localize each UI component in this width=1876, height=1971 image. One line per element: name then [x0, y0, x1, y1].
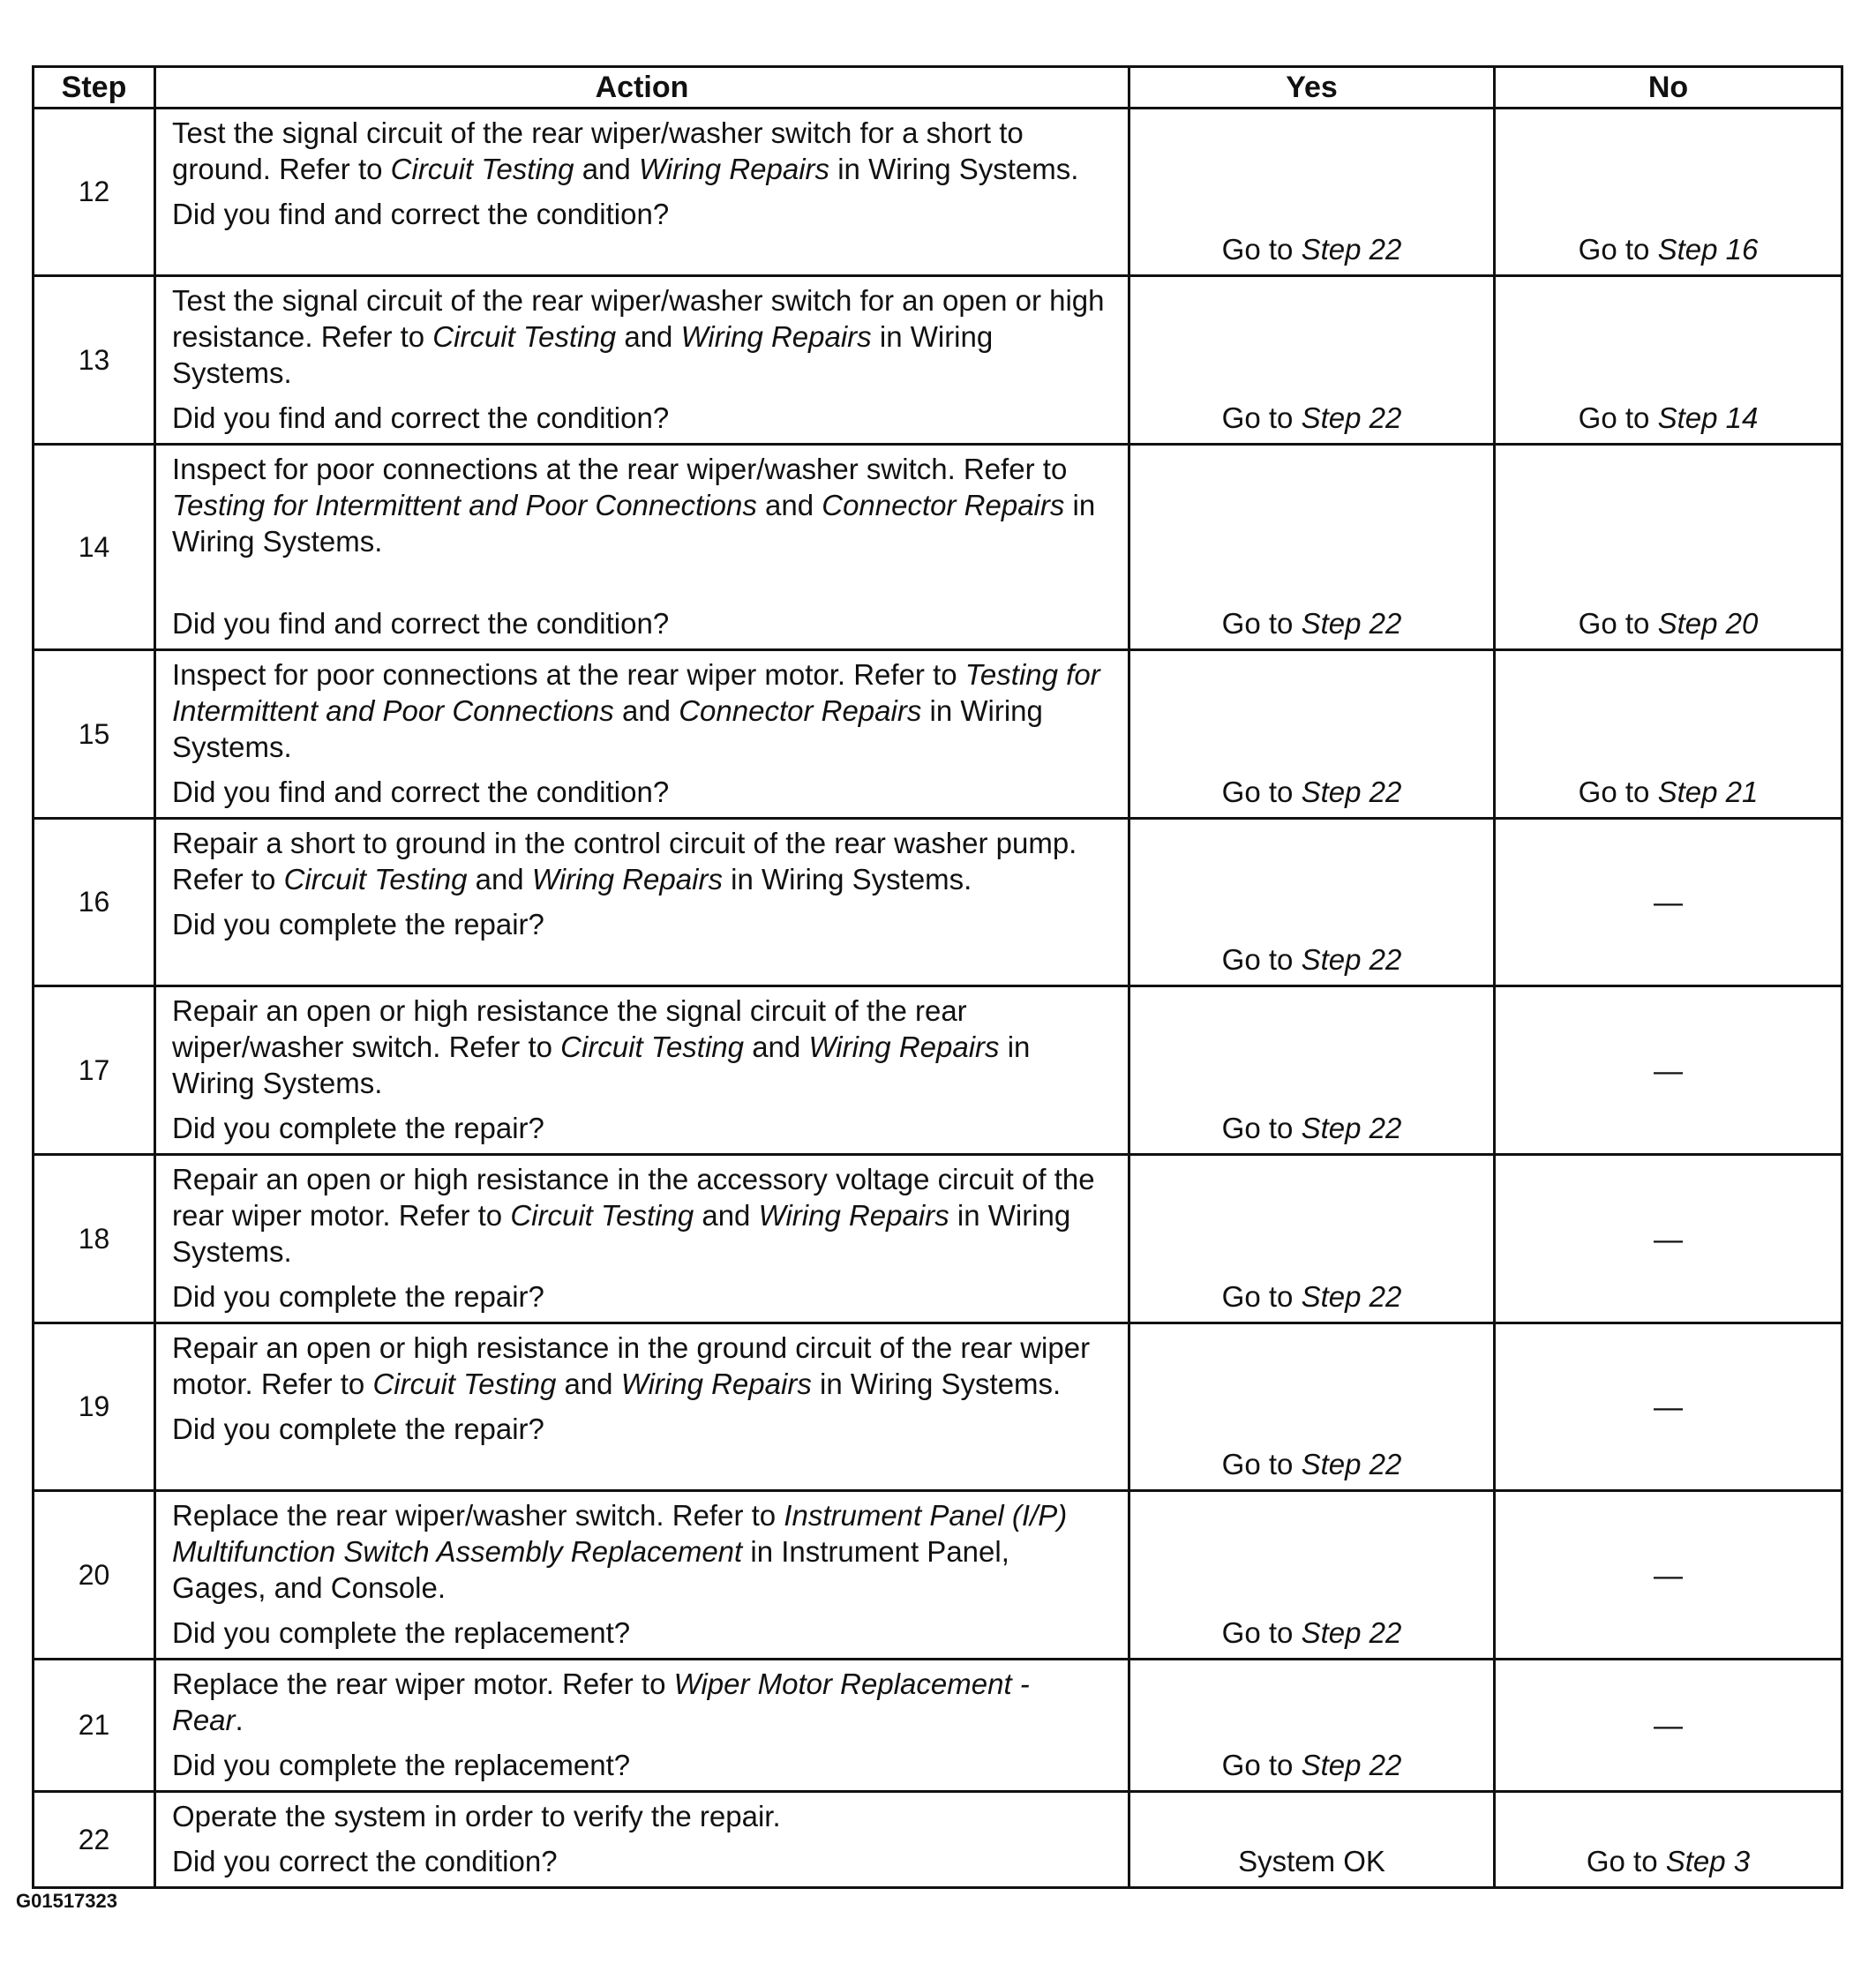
action-text	[172, 451, 1108, 559]
action-text	[172, 1497, 1108, 1606]
figure-id: G01517323	[16, 1890, 117, 1912]
italic-ref: Wiring Repairs	[758, 1199, 949, 1232]
text-run: Go to	[1221, 607, 1302, 640]
action-question: Did you complete the repair?	[172, 908, 544, 941]
text-run: Go to	[1221, 776, 1302, 808]
action-cell	[155, 1491, 1129, 1660]
text-run: and	[756, 489, 822, 521]
action-text	[172, 825, 1108, 897]
text-run: Inspect for poor connections at the rear wiper/washer switch. Refer to	[172, 453, 1068, 485]
text-run: —	[1654, 1558, 1683, 1592]
italic-ref: Step 22	[1301, 1749, 1402, 1781]
text-run: in Wiring Systems.	[172, 489, 1096, 558]
table-body	[34, 109, 1842, 1888]
no-cell	[1495, 1323, 1842, 1491]
text-run: in Wiring Systems.	[811, 1368, 1062, 1400]
table-row	[34, 1323, 1842, 1491]
action-cell	[155, 819, 1129, 986]
yes-cell	[1129, 986, 1495, 1155]
text-run: and	[467, 863, 532, 896]
action-cell	[155, 986, 1129, 1155]
yes-cell	[1129, 1323, 1495, 1491]
text-run: Go to	[1221, 1112, 1302, 1144]
action-question: Did you complete the replacement?	[172, 1749, 631, 1781]
text-run: Go to	[1578, 607, 1658, 640]
text-run: and	[574, 153, 639, 185]
action-cell	[155, 445, 1129, 650]
text-run: Go to	[1221, 1448, 1302, 1480]
italic-ref: Step 14	[1657, 401, 1759, 434]
italic-ref: Step 22	[1301, 607, 1402, 640]
yes-cell	[1129, 109, 1495, 276]
text-run: Go to	[1578, 401, 1658, 434]
no-cell	[1495, 819, 1842, 986]
step-number: 20	[34, 1491, 155, 1660]
yes-cell	[1129, 445, 1495, 650]
italic-ref: Step 22	[1301, 776, 1402, 808]
italic-ref: Step 22	[1301, 233, 1402, 266]
text-run: —	[1654, 886, 1683, 918]
yes-cell	[1129, 819, 1495, 986]
table-row	[34, 819, 1842, 986]
table-row	[34, 1660, 1842, 1792]
table-row	[34, 1155, 1842, 1323]
action-cell	[155, 1792, 1129, 1888]
text-run: Go to	[1578, 776, 1658, 808]
action-cell	[155, 1323, 1129, 1491]
italic-ref: Circuit Testing	[372, 1368, 557, 1400]
text-run: Go to	[1221, 1749, 1302, 1781]
text-run: Repair an open or high resistance in the ground circuit of the rear wiper motor. Refer to	[172, 1331, 1091, 1400]
action-text	[172, 656, 1108, 765]
header-action: Action	[155, 67, 1129, 109]
text-run: and	[613, 694, 679, 727]
italic-ref: Instrument Panel (I/P) Multifunction Switch Assembly Replacement	[172, 1499, 1068, 1568]
text-run: —	[1654, 1222, 1683, 1255]
action-question: Did you complete the repair?	[172, 1112, 544, 1144]
action-question: Did you correct the condition?	[172, 1845, 558, 1877]
yes-cell	[1129, 650, 1495, 819]
text-run: Go to	[1221, 401, 1302, 434]
table-row	[34, 276, 1842, 445]
no-cell	[1495, 986, 1842, 1155]
italic-ref: Step 22	[1301, 1112, 1402, 1144]
yes-cell	[1129, 1491, 1495, 1660]
italic-ref: Circuit Testing	[560, 1030, 745, 1063]
text-run: and	[556, 1368, 621, 1400]
step-number: 15	[34, 650, 155, 819]
italic-ref: Connector Repairs	[679, 694, 922, 727]
italic-ref: Wiring Repairs	[620, 1368, 812, 1400]
text-run: and	[694, 1199, 759, 1232]
italic-ref: Circuit Testing	[432, 320, 617, 353]
no-cell	[1495, 1660, 1842, 1792]
text-run: Go to	[1578, 233, 1658, 266]
italic-ref: Wiring Repairs	[531, 863, 723, 896]
step-number: 19	[34, 1323, 155, 1491]
text-run: and	[744, 1030, 809, 1063]
italic-ref: Step 22	[1301, 401, 1402, 434]
action-text	[172, 282, 1108, 391]
text-run: Go to	[1221, 1616, 1302, 1649]
action-text	[172, 1330, 1108, 1402]
action-question: Did you complete the replacement?	[172, 1616, 631, 1649]
action-question: Did you find and correct the condition?	[172, 776, 670, 808]
action-cell	[155, 650, 1129, 819]
action-question: Did you find and correct the condition?	[172, 607, 670, 640]
text-run: Repair an open or high resistance in the accessory voltage circuit of the rear wiper motor. Refer to	[172, 1163, 1095, 1232]
action-text	[172, 1161, 1108, 1270]
table-header	[34, 67, 1842, 109]
yes-cell	[1129, 1155, 1495, 1323]
action-question: Did you complete the repair?	[172, 1413, 544, 1445]
action-text	[172, 1798, 1108, 1834]
italic-ref: Circuit Testing	[510, 1199, 694, 1232]
table-row	[34, 650, 1842, 819]
text-run: and	[616, 320, 681, 353]
action-question: Did you find and correct the condition?	[172, 198, 670, 230]
yes-cell	[1129, 1792, 1495, 1888]
text-run: in Wiring Systems.	[172, 694, 1043, 763]
text-run: in Instrument Panel, Gages, and Console.	[172, 1535, 1009, 1604]
table-row	[34, 445, 1842, 650]
text-run: in Wiring Systems.	[172, 320, 994, 389]
text-run: —	[1654, 1390, 1683, 1423]
action-text	[172, 1666, 1108, 1738]
italic-ref: Step 21	[1657, 776, 1759, 808]
italic-ref: Step 3	[1665, 1845, 1751, 1877]
header-row	[34, 67, 1842, 109]
step-number: 12	[34, 109, 155, 276]
text-run: Inspect for poor connections at the rear wiper motor. Refer to	[172, 658, 965, 691]
step-number: 14	[34, 445, 155, 650]
text-run: in Wiring Systems.	[722, 863, 972, 896]
text-run: Replace the rear wiper/washer switch. Refer to	[172, 1499, 784, 1532]
italic-ref: Step 16	[1657, 233, 1759, 266]
text-run: Repair an open or high resistance the signal circuit of the rear wiper/washer switch. Refer to	[172, 994, 967, 1063]
yes-cell	[1129, 1660, 1495, 1792]
italic-ref: Wiper Motor Replacement - Rear	[172, 1667, 1030, 1736]
text-run: in Wiring Systems.	[172, 1030, 1031, 1099]
text-run: System OK	[1238, 1845, 1385, 1877]
text-run: .	[235, 1704, 244, 1736]
action-cell	[155, 109, 1129, 276]
text-run: Go to	[1221, 233, 1302, 266]
no-cell	[1495, 276, 1842, 445]
yes-cell	[1129, 276, 1495, 445]
step-number: 17	[34, 986, 155, 1155]
text-run: Test the signal circuit of the rear wiper/washer switch for an open or high resistance. Refer to	[172, 284, 1105, 353]
text-run: Replace the rear wiper motor. Refer to	[172, 1667, 674, 1700]
no-cell	[1495, 1155, 1842, 1323]
italic-ref: Circuit Testing	[283, 863, 468, 896]
header-no: No	[1495, 67, 1842, 109]
text-run: Repair a short to ground in the control circuit of the rear washer pump. Refer to	[172, 827, 1077, 896]
italic-ref: Step 22	[1301, 1448, 1402, 1480]
diagnostic-table	[32, 65, 1843, 1889]
step-number: 16	[34, 819, 155, 986]
italic-ref: Step 22	[1301, 1616, 1402, 1649]
header-step: Step	[34, 67, 155, 109]
no-cell	[1495, 1792, 1842, 1888]
no-cell	[1495, 1491, 1842, 1660]
action-cell	[155, 1155, 1129, 1323]
text-run: Operate the system in order to verify the repair.	[172, 1800, 781, 1832]
action-question: Did you find and correct the condition?	[172, 401, 670, 434]
text-run: —	[1654, 1053, 1683, 1087]
italic-ref: Step 20	[1657, 607, 1759, 640]
italic-ref: Step 22	[1301, 1280, 1402, 1313]
table-row	[34, 1792, 1842, 1888]
italic-ref: Connector Repairs	[822, 489, 1065, 521]
step-number: 22	[34, 1792, 155, 1888]
table-row	[34, 109, 1842, 276]
action-text	[172, 993, 1108, 1101]
step-number: 18	[34, 1155, 155, 1323]
action-question: Did you complete the repair?	[172, 1280, 544, 1313]
action-cell	[155, 276, 1129, 445]
table-row	[34, 986, 1842, 1155]
action-text	[172, 115, 1108, 187]
text-run: —	[1654, 1709, 1683, 1742]
italic-ref: Wiring Repairs	[808, 1030, 1000, 1063]
italic-ref: Testing for Intermittent and Poor Connections	[172, 489, 757, 521]
italic-ref: Step 22	[1301, 943, 1402, 976]
italic-ref: Testing for Intermittent and Poor Connections	[172, 658, 1100, 727]
text-run: Go to	[1221, 943, 1302, 976]
no-cell	[1495, 109, 1842, 276]
text-run: Go to	[1586, 1845, 1666, 1877]
italic-ref: Wiring Repairs	[680, 320, 872, 353]
text-run: Go to	[1221, 1280, 1302, 1313]
italic-ref: Circuit Testing	[390, 153, 574, 185]
text-run: in Wiring Systems.	[829, 153, 1079, 185]
header-yes: Yes	[1129, 67, 1495, 109]
step-number: 13	[34, 276, 155, 445]
table-row	[34, 1491, 1842, 1660]
text-run: in Wiring Systems.	[172, 1199, 1071, 1268]
italic-ref: Wiring Repairs	[638, 153, 830, 185]
no-cell	[1495, 445, 1842, 650]
action-cell	[155, 1660, 1129, 1792]
step-number: 21	[34, 1660, 155, 1792]
no-cell	[1495, 650, 1842, 819]
text-run: Test the signal circuit of the rear wiper/washer switch for a short to ground. Refer to	[172, 116, 1024, 185]
